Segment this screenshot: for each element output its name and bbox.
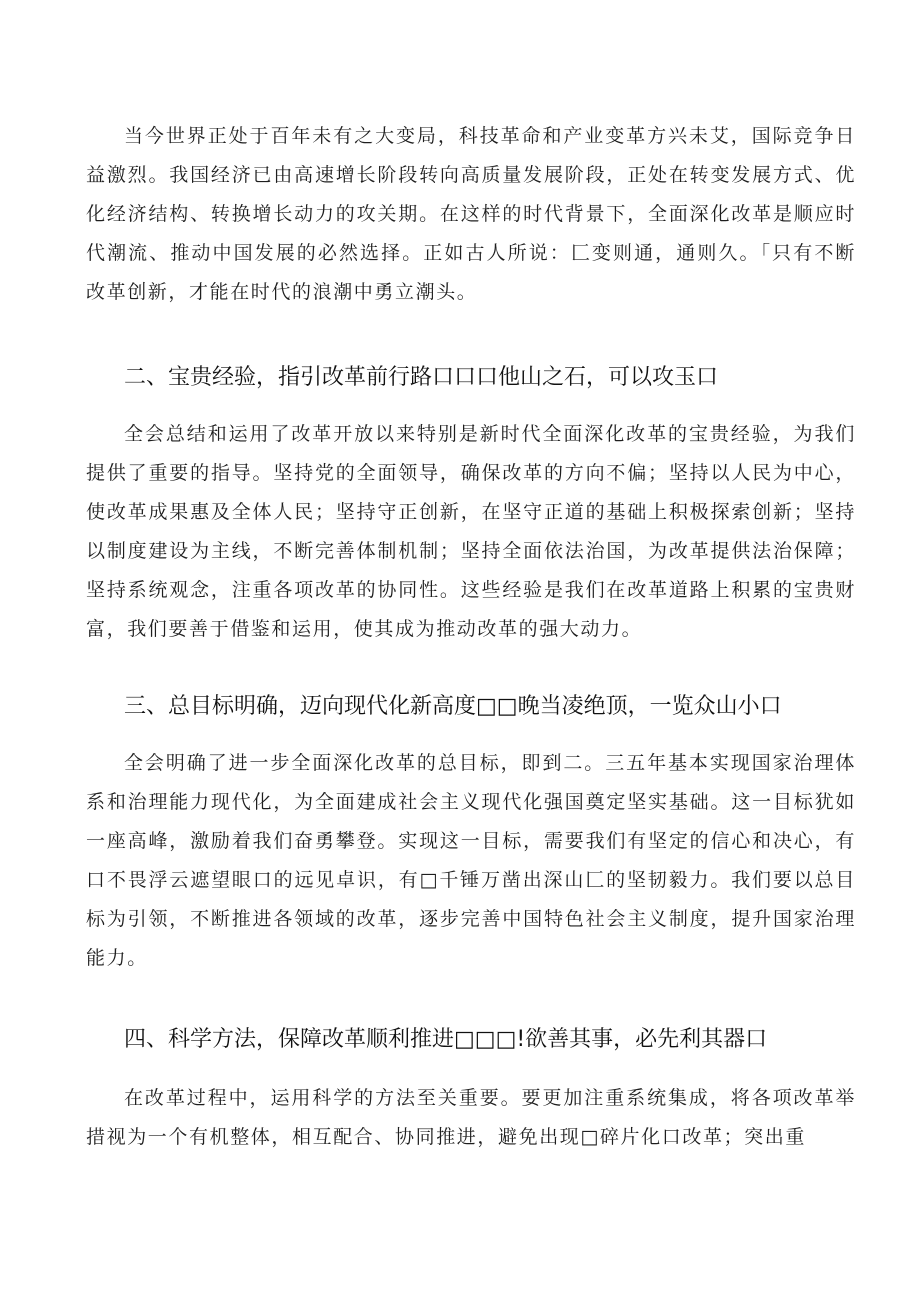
section-heading-four: 四、科学方法，保障改革顺利推进□□□!欲善其事，必先利其器口 (124, 1027, 768, 1052)
paragraph-scientific-method: 在改革过程中，运用科学的方法至关重要。要更加注重系统集成，将各项改革举措视为一个有机整体，相互配合、协同推进，避免出现□碎片化口改革；突出重 (86, 1087, 856, 1148)
paragraph-intro: 当今世界正处于百年未有之大变局，科技革命和产业变革方兴未艾，国际竞争日益激烈。我国经济已由高速增长阶段转向高质量发展阶段，正处在转变发展方式、优化经济结构、转换增长动力的攻关期。在这样的时代背景下，全面深化改革是顺应时代潮流、推动中国发展的必然选择。正如古人所说：匚变则通，通则久。「只有不断改革创新，才能在时代的浪潮中勇立潮头。 (86, 125, 856, 303)
section-heading-two: 二、宝贵经验，指引改革前行路口口口他山之石，可以攻玉口 (124, 365, 719, 390)
paragraph-overall-goal: 全会明确了进一步全面深化改革的总目标，即到二。三五年基本实现国家治理体系和治理能力现代化，为全面建成社会主义现代化强国奠定坚实基础。这一目标犹如一座高峰，激励着我们奋勇攀登。实现这一目标，需要我们有坚定的信心和决心，有口不畏浮云遮望眼口的远见卓识，有□千锤万凿出深山匚的坚韧毅力。我们要以总目标为引领，不断推进各领域的改革，逐步完善中国特色社会主义制度，提升国家治理能力。 (86, 752, 856, 969)
paragraph-valuable-experience: 全会总结和运用了改革开放以来特别是新时代全面深化改革的宝贵经验，为我们提供了重要的指导。坚持党的全面领导，确保改革的方向不偏；坚持以人民为中心，使改革成果惠及全体人民；坚持守正创新，在坚守正道的基础上积极探索创新；坚持以制度建设为主线，不断完善体制机制；坚持全面依法治国，为改革提供法治保障；坚持系统观念，注重各项改革的协同性。这些经验是我们在改革道路上积累的宝贵财富，我们要善于借鉴和运用，使其成为推动改革的强大动力。 (86, 423, 856, 640)
section-heading-three: 三、总目标明确，迈向现代化新高度□□晚当凌绝顶，一览众山小口 (124, 694, 782, 719)
